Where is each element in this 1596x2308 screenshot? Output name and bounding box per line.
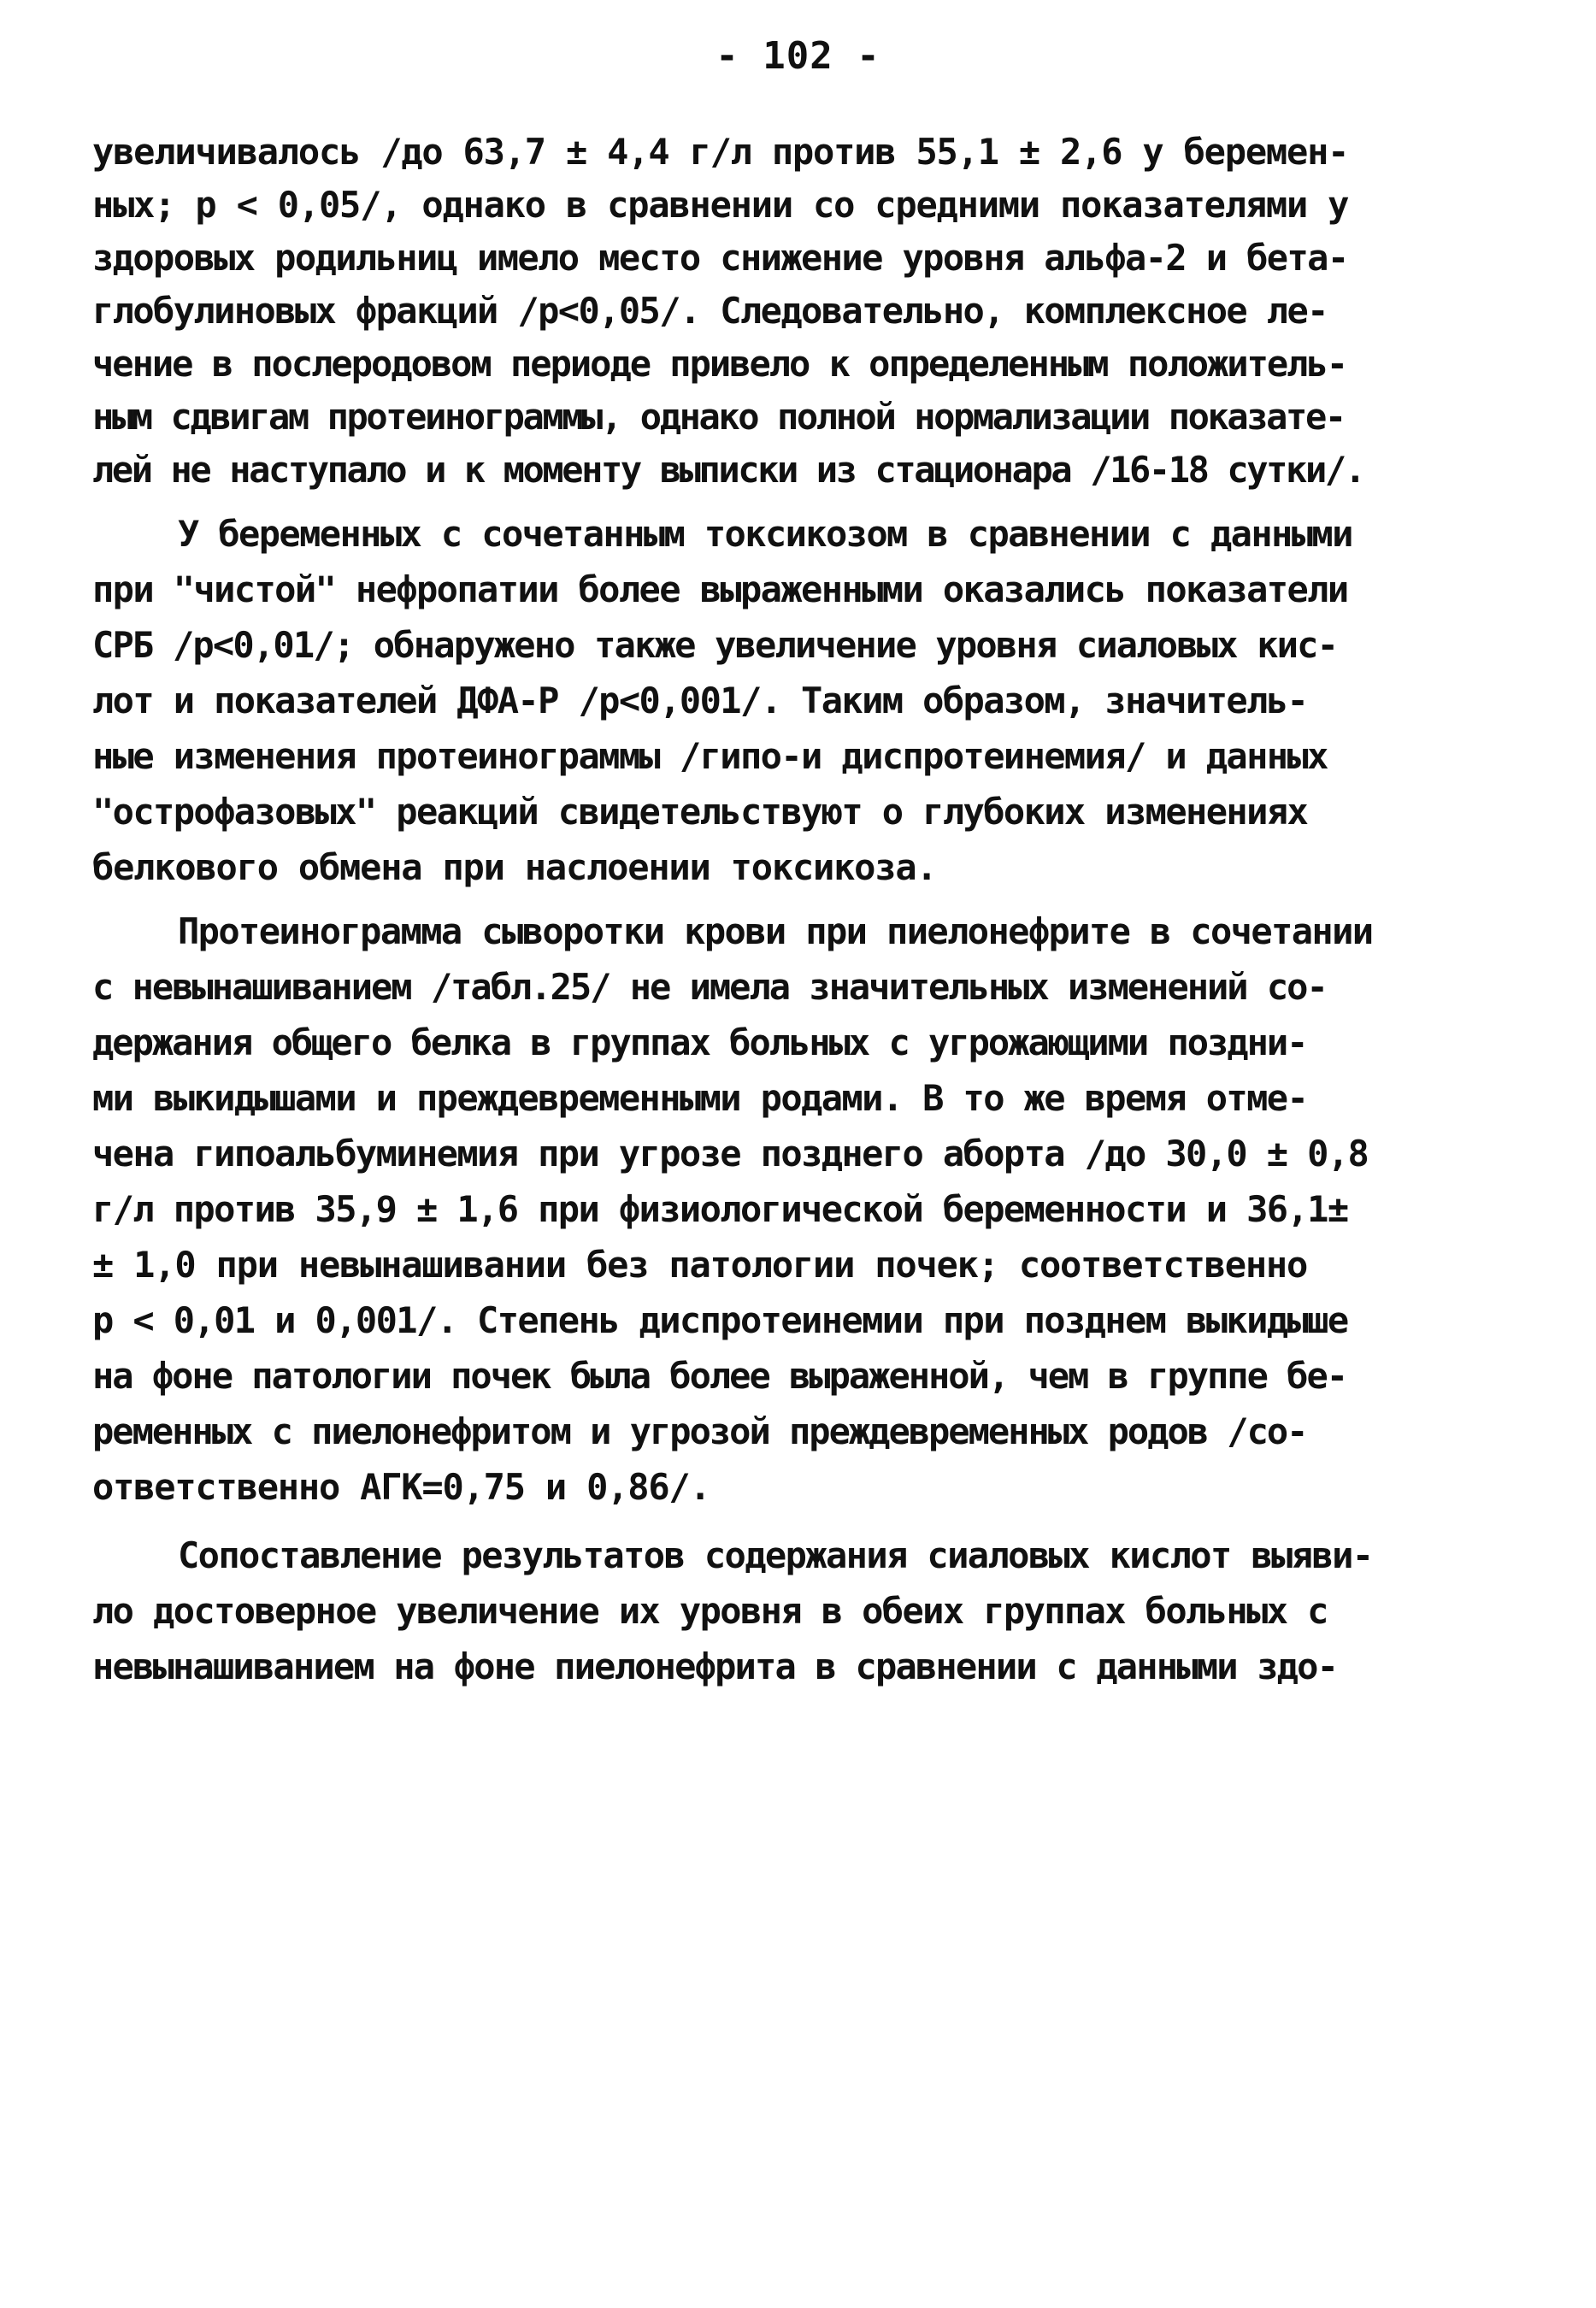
text-line: ным сдвигам протеинограммы, однако полной нормализации показате- — [92, 396, 1345, 438]
text-line: лей не наступало и к моменту выписки из стационара /16-18 сутки/. — [92, 449, 1364, 491]
page-number: - 102 - — [716, 34, 880, 78]
text-line: глобулиновых фракций /p<0,05/. Следовательно, комплексное ле- — [92, 290, 1328, 332]
text-line: Протеинограмма сыворотки крови при пиелонефрите в сочетании — [178, 910, 1373, 952]
text-line: ми выкидышами и преждевременными родами. В то же время отме- — [92, 1077, 1308, 1119]
text-line: держания общего белка в группах больных с угрожающими поздни- — [92, 1022, 1307, 1063]
text-line: лот и показателей ДФА-Р /p<0,001/. Таким образом, значитель- — [92, 680, 1308, 721]
text-line: ные изменения протеинограммы /гипо-и диспротеинемия/ и данных — [92, 735, 1328, 777]
text-line: У беременных с сочетанным токсикозом в сравнении с данными — [178, 513, 1352, 555]
text-line: ных; p < 0,05/, однако в сравнении со средними показателями у — [92, 184, 1349, 226]
text-line: "острофазовых" реакций свидетельствуют о глубоких изменениях — [92, 791, 1308, 833]
text-line: г/л против 35,9 ± 1,6 при физиологической беременности и 36,1± — [92, 1188, 1348, 1230]
text-line: ременных с пиелонефритом и угрозой преждевременных родов /со- — [92, 1410, 1307, 1452]
text-line: чена гипоальбуминемия при угрозе позднего аборта /до 30,0 ± 0,8 — [92, 1133, 1369, 1175]
text-line: здоровых родильниц имело место снижение уровня альфа-2 и бета- — [92, 237, 1348, 279]
text-line: на фоне патологии почек была более выраженной, чем в группе бе- — [92, 1355, 1347, 1397]
text-line: ± 1,0 при невынашивании без патологии почек; соответственно — [92, 1244, 1308, 1286]
text-line: чение в послеродовом периоде привело к определенным положитель- — [92, 343, 1347, 385]
text-line: ответственно АГК=0,75 и 0,86/. — [92, 1466, 710, 1508]
text-line: невынашиванием на фоне пиелонефрита в сравнении с данными здо- — [92, 1646, 1338, 1687]
text-line: с невынашиванием /табл.25/ не имела значительных изменений со- — [92, 966, 1327, 1008]
text-line: СРБ /p<0,01/; обнаружено также увеличение уровня сиаловых кис- — [92, 624, 1338, 666]
text-line: при "чистой" нефропатии более выраженными оказались показатели — [92, 568, 1348, 610]
text-line: белкового обмена при наслоении токсикоза. — [92, 846, 937, 888]
text-line: увеличивалось /до 63,7 ± 4,4 г/л против 55,1 ± 2,6 у беремен- — [92, 131, 1349, 173]
text-line: Сопоставление результатов содержания сиаловых кислот выяви- — [178, 1534, 1373, 1576]
text-line: ло достоверное увеличение их уровня в обеих группах больных с — [92, 1590, 1328, 1632]
text-line: p < 0,01 и 0,001/. Степень диспротеинемии при позднем выкидыше — [92, 1299, 1348, 1341]
